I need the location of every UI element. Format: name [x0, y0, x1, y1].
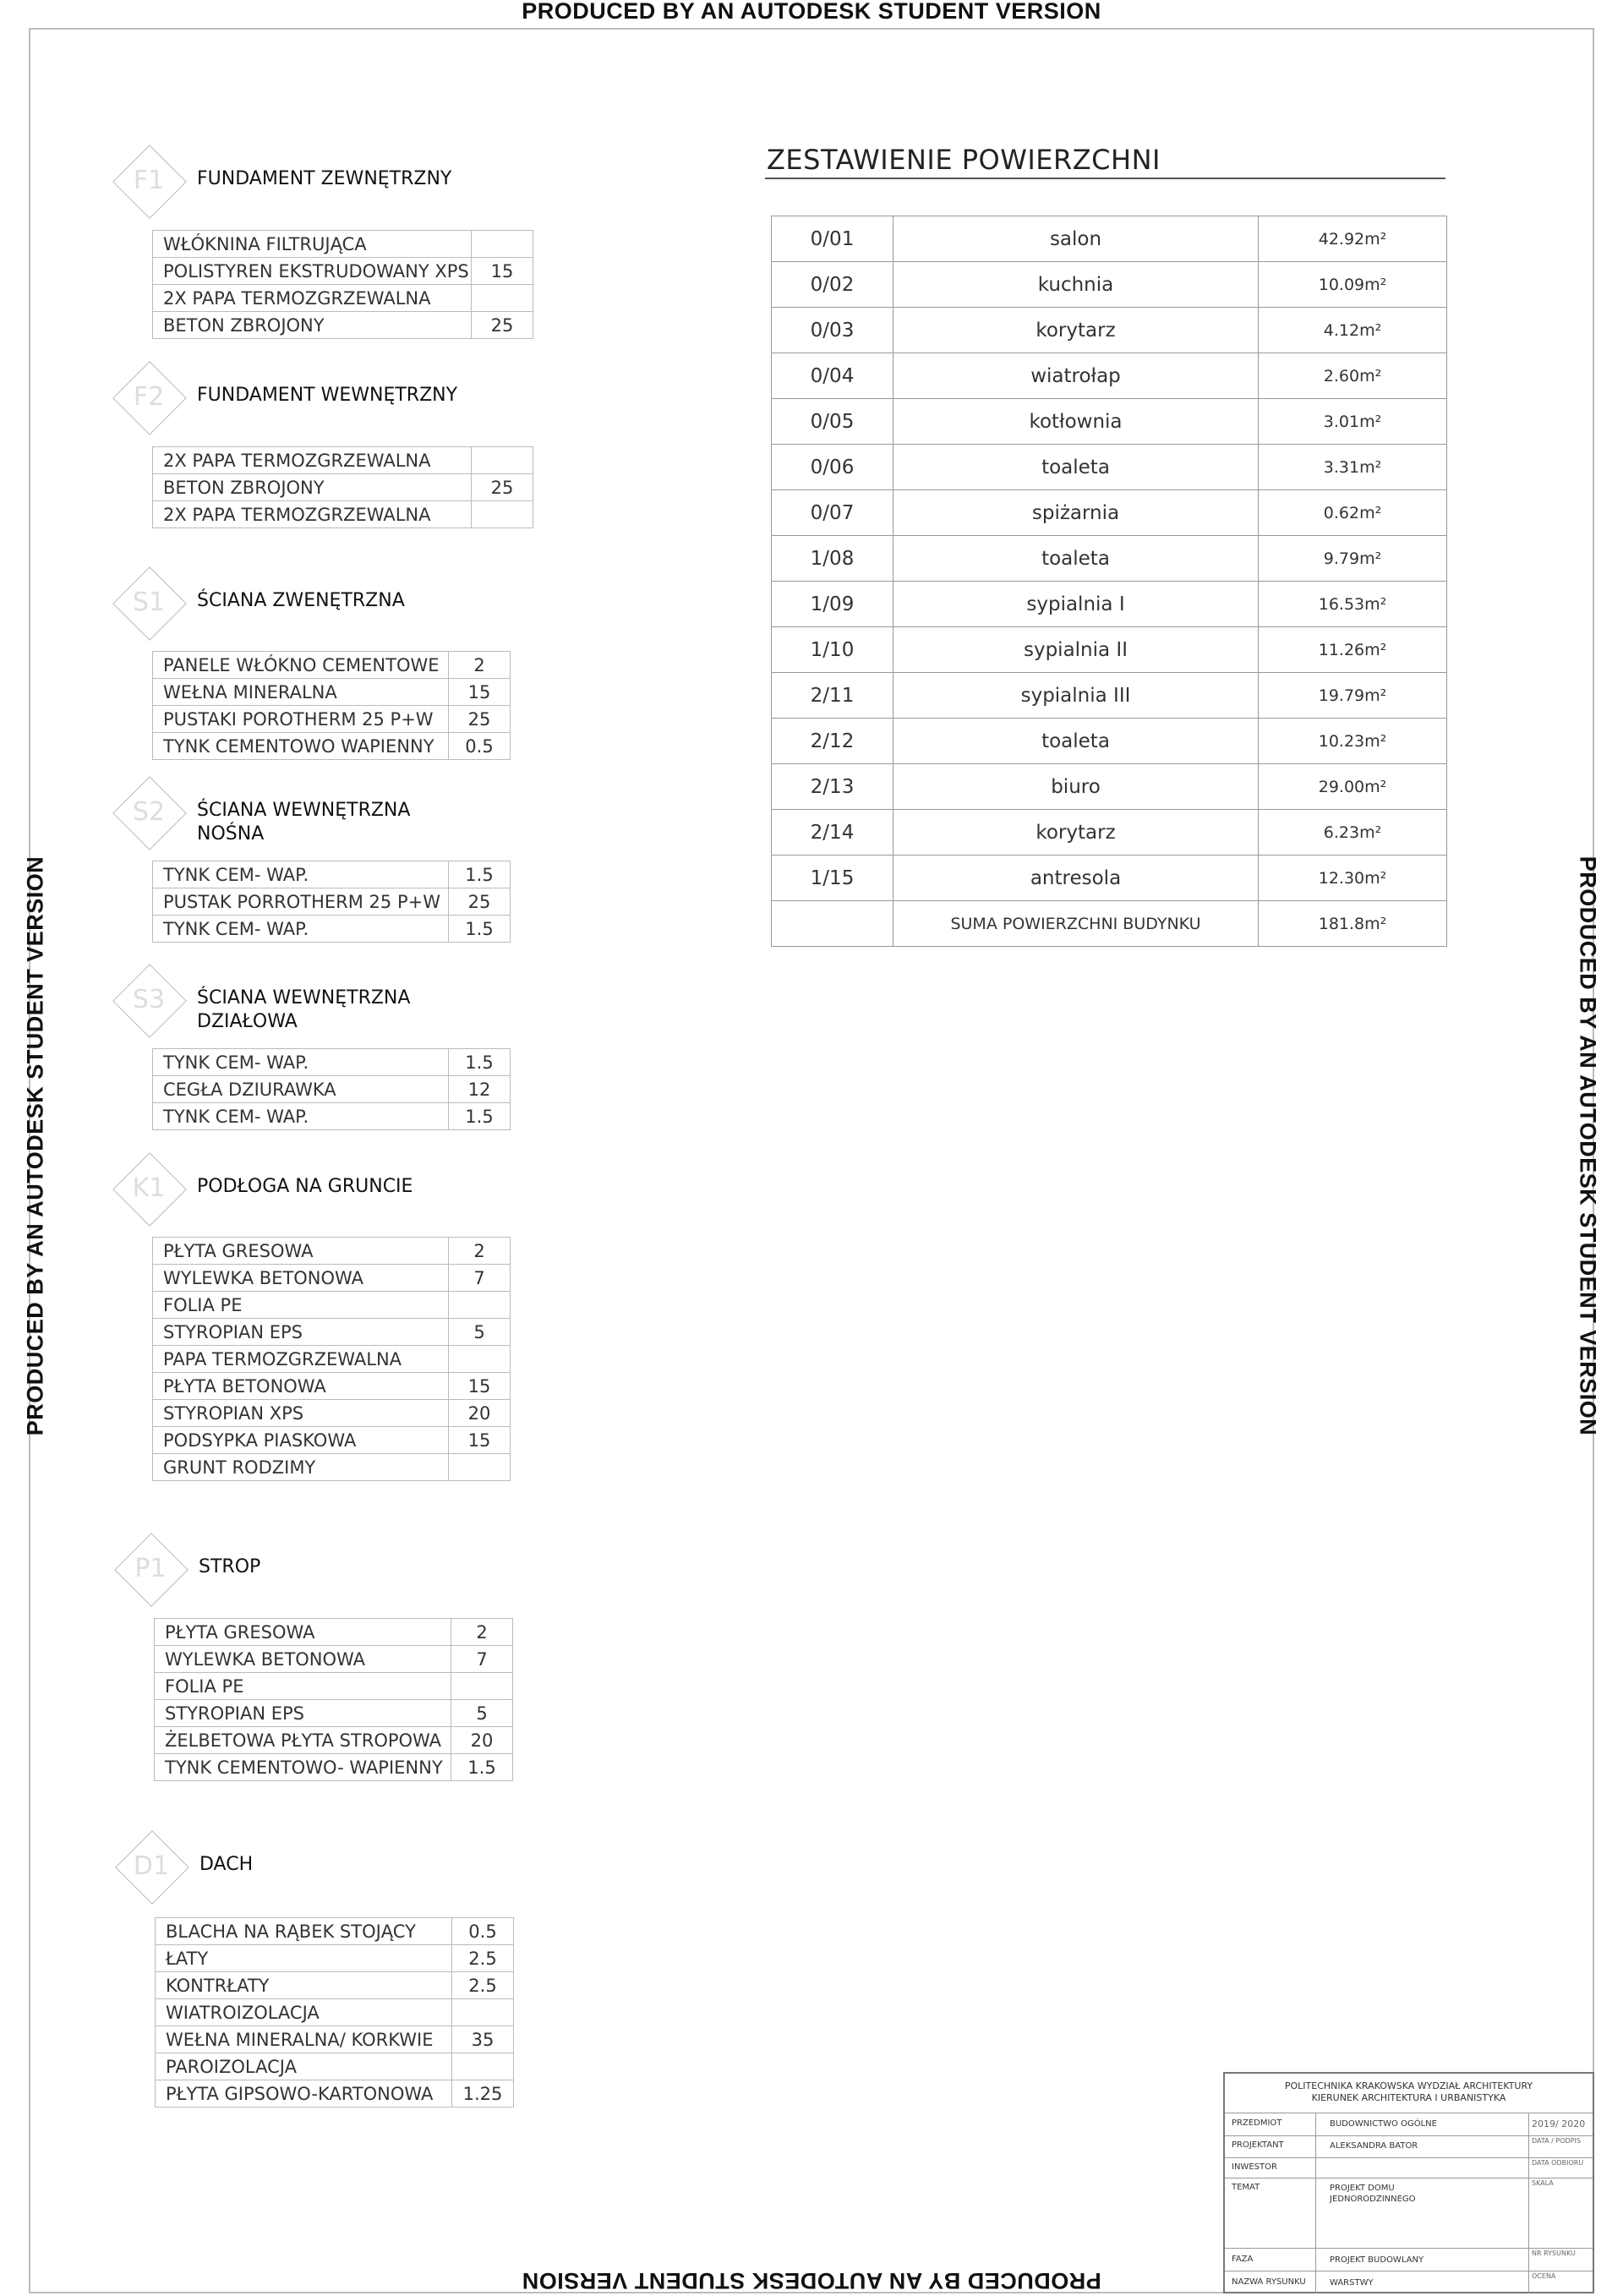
- table-row: [153, 1346, 511, 1373]
- material-thickness: [449, 1346, 511, 1373]
- room-number: 1/09: [772, 582, 893, 627]
- table-row: [772, 856, 1447, 901]
- material-thickness: 0.5: [452, 1918, 514, 1945]
- material-name: WŁÓKNINA FILTRUJĄCA: [153, 231, 472, 258]
- layer-title-line: PODŁOGA NA GRUNCIE: [197, 1176, 413, 1197]
- material-thickness: 1.5: [451, 1754, 513, 1781]
- table-row: [156, 2080, 514, 2107]
- material-name: WIATROIZOLACJA: [156, 1999, 452, 2026]
- room-area: 0.62m²: [1259, 490, 1447, 536]
- table-row: [153, 447, 533, 474]
- room-name: toaleta: [893, 445, 1259, 490]
- room-name: toaleta: [893, 536, 1259, 582]
- material-thickness: [472, 231, 533, 258]
- layer-code-p1: P1: [134, 1554, 167, 1583]
- table-row: [153, 1238, 511, 1265]
- sum-label: SUMA POWIERZCHNI BUDYNKU: [893, 901, 1259, 947]
- room-name: sypialnia III: [893, 673, 1259, 719]
- material-thickness: 1.5: [449, 861, 511, 888]
- material-thickness: 15: [449, 1427, 511, 1454]
- table-row: [155, 1619, 513, 1646]
- layer-title-line: DZIAŁOWA: [197, 1011, 298, 1032]
- table-row: [153, 679, 511, 706]
- table-row: [153, 1076, 511, 1103]
- material-name: FOLIA PE: [155, 1673, 451, 1700]
- title-block: [1223, 2072, 1594, 2293]
- table-row: [153, 1292, 511, 1319]
- table-row: [772, 353, 1447, 399]
- table-row: [156, 2053, 514, 2080]
- room-area: 16.53m²: [1259, 582, 1447, 627]
- table-row: [772, 445, 1447, 490]
- table-row: [153, 1319, 511, 1346]
- room-area: 10.09m²: [1259, 262, 1447, 308]
- table-row: [772, 216, 1447, 262]
- table-row: [153, 733, 511, 760]
- room-area: 3.31m²: [1259, 445, 1447, 490]
- material-thickness: 15: [449, 679, 511, 706]
- layer-table-s3: [152, 1048, 511, 1130]
- material-thickness: 25: [449, 888, 511, 916]
- room-name: toaleta: [893, 719, 1259, 764]
- room-number: 0/07: [772, 490, 893, 536]
- layer-title-line: FUNDAMENT WEWNĘTRZNY: [197, 385, 458, 406]
- table-row: [153, 861, 511, 888]
- material-thickness: [452, 1999, 514, 2026]
- material-thickness: 12: [449, 1076, 511, 1103]
- table-row: [153, 652, 511, 679]
- layer-title-f2: [197, 384, 457, 407]
- watermark-left: PRODUCED BY AN AUTODESK STUDENT VERSION: [22, 856, 48, 1436]
- room-name: sypialnia I: [893, 582, 1259, 627]
- material-thickness: [451, 1673, 513, 1700]
- material-name: PODSYPKA PIASKOWA: [153, 1427, 449, 1454]
- material-name: BETON ZBROJONY: [153, 474, 472, 501]
- material-name: PŁYTA BETONOWA: [153, 1373, 449, 1400]
- material-name: PAPA TERMOZGRZEWALNA: [153, 1346, 449, 1373]
- room-number: 0/05: [772, 399, 893, 445]
- table-row: [153, 258, 533, 285]
- room-number: 0/01: [772, 216, 893, 262]
- material-name: PUSTAKI POROTHERM 25 P+W: [153, 706, 449, 733]
- rooms-title-underline: [765, 178, 1445, 179]
- table-row: [772, 673, 1447, 719]
- room-name: korytarz: [893, 810, 1259, 856]
- table-row: [153, 916, 511, 943]
- material-thickness: 35: [452, 2026, 514, 2053]
- table-row: [155, 1673, 513, 1700]
- table-row: [155, 1727, 513, 1754]
- table-row: [772, 490, 1447, 536]
- material-name: PUSTAK PORROTHERM 25 P+W: [153, 888, 449, 916]
- material-thickness: [472, 501, 533, 528]
- layer-title-line: NOŚNA: [197, 823, 265, 845]
- material-name: TYNK CEM- WAP.: [153, 861, 449, 888]
- room-name: kuchnia: [893, 262, 1259, 308]
- room-number: 1/10: [772, 627, 893, 673]
- layer-title-p1: [199, 1555, 260, 1579]
- material-thickness: 2.5: [452, 1972, 514, 1999]
- room-name: antresola: [893, 856, 1259, 901]
- room-number: 2/13: [772, 764, 893, 810]
- material-name: STYROPIAN EPS: [153, 1319, 449, 1346]
- rooms-title: ZESTAWIENIE POWIERZCHNI: [767, 144, 1161, 176]
- table-row: [153, 1373, 511, 1400]
- material-name: ŻELBETOWA PŁYTA STROPOWA: [155, 1727, 451, 1754]
- table-row: [772, 262, 1447, 308]
- material-name: KONTRŁATY: [156, 1972, 452, 1999]
- table-row: [156, 2026, 514, 2053]
- material-thickness: 2: [451, 1619, 513, 1646]
- table-row: [153, 501, 533, 528]
- table-row: [772, 764, 1447, 810]
- layer-code-s1: S1: [132, 588, 166, 617]
- table-row: [153, 474, 533, 501]
- material-name: 2X PAPA TERMOZGRZEWALNA: [153, 447, 472, 474]
- table-row: [155, 1646, 513, 1673]
- material-name: PŁYTA GRESOWA: [155, 1619, 451, 1646]
- layer-table-d1: [155, 1917, 514, 2107]
- material-thickness: 7: [449, 1265, 511, 1292]
- room-number: 2/12: [772, 719, 893, 764]
- layer-title-line: ŚCIANA ZWENĘTRZNA: [197, 590, 405, 611]
- material-thickness: [449, 1454, 511, 1481]
- room-name: kotłownia: [893, 399, 1259, 445]
- room-area: 29.00m²: [1259, 764, 1447, 810]
- table-row: [772, 582, 1447, 627]
- layer-table-f1: [152, 230, 533, 339]
- material-name: STYROPIAN XPS: [153, 1400, 449, 1427]
- material-thickness: 0.5: [449, 733, 511, 760]
- layer-code-s2: S2: [132, 797, 166, 827]
- table-row: [153, 1265, 511, 1292]
- sum-empty-cell: [772, 901, 893, 947]
- table-row: [153, 231, 533, 258]
- room-number: 0/04: [772, 353, 893, 399]
- material-name: 2X PAPA TERMOZGRZEWALNA: [153, 501, 472, 528]
- layer-title-line: STROP: [199, 1556, 261, 1577]
- material-name: WEŁNA MINERALNA: [153, 679, 449, 706]
- material-thickness: 1.5: [449, 1049, 511, 1076]
- material-name: BLACHA NA RĄBEK STOJĄCY: [156, 1918, 452, 1945]
- material-thickness: 20: [449, 1400, 511, 1427]
- sum-value: 181.8m²: [1259, 901, 1447, 947]
- room-number: 0/06: [772, 445, 893, 490]
- table-row: [156, 1918, 514, 1945]
- room-area: 4.12m²: [1259, 308, 1447, 353]
- material-thickness: 2.5: [452, 1945, 514, 1972]
- tb-row-nazwa: NAZWA RYSUNKU WARSTWY OCENA: [1232, 2272, 1556, 2288]
- room-number: 0/03: [772, 308, 893, 353]
- room-name: wiatrołap: [893, 353, 1259, 399]
- layer-table-f2: [152, 446, 533, 528]
- room-name: sypialnia II: [893, 627, 1259, 673]
- tb-row-przedmiot: PRZEDMIOT BUDOWNICTWO OGÓLNE 2019/ 2020: [1225, 2113, 1593, 2136]
- room-area: 11.26m²: [1259, 627, 1447, 673]
- table-row: [153, 888, 511, 916]
- layer-code-s3: S3: [132, 985, 166, 1014]
- table-row: [772, 627, 1447, 673]
- material-name: TYNK CEMENTOWO WAPIENNY: [153, 733, 449, 760]
- room-number: 1/08: [772, 536, 893, 582]
- material-thickness: 15: [449, 1373, 511, 1400]
- room-area: 6.23m²: [1259, 810, 1447, 856]
- room-name: biuro: [893, 764, 1259, 810]
- material-name: 2X PAPA TERMOZGRZEWALNA: [153, 285, 472, 312]
- material-thickness: 7: [451, 1646, 513, 1673]
- room-area: 9.79m²: [1259, 536, 1447, 582]
- table-row: [153, 706, 511, 733]
- layer-code-d1: D1: [133, 1851, 170, 1881]
- table-row: [153, 1454, 511, 1481]
- table-row: [156, 1945, 514, 1972]
- room-area: 10.23m²: [1259, 719, 1447, 764]
- material-name: WEŁNA MINERALNA/ KORKWIE: [156, 2026, 452, 2053]
- layer-title-d1: [199, 1853, 253, 1877]
- layer-title-line: DACH: [199, 1854, 254, 1875]
- watermark-bottom: PRODUCED BY AN AUTODESK STUDENT VERSION: [522, 2268, 1101, 2293]
- material-name: WYLEWKA BETONOWA: [153, 1265, 449, 1292]
- material-name: GRUNT RODZIMY: [153, 1454, 449, 1481]
- table-row: [153, 285, 533, 312]
- material-thickness: 1.25: [452, 2080, 514, 2107]
- table-row: [772, 536, 1447, 582]
- table-row: [772, 399, 1447, 445]
- table-row: [772, 308, 1447, 353]
- layer-table-s2: [152, 861, 511, 943]
- material-thickness: [472, 285, 533, 312]
- tb-row-projektant: PROJEKTANT ALEKSANDRA BATOR DATA / PODPIS: [1225, 2135, 1593, 2158]
- room-number: 1/15: [772, 856, 893, 901]
- table-row: [153, 1400, 511, 1427]
- tb-row-temat: TEMAT PROJEKT DOMU JEDNORODZINNEGO SKALA: [1225, 2178, 1593, 2249]
- material-name: POLISTYREN EKSTRUDOWANY XPS: [153, 258, 472, 285]
- table-row: [153, 1049, 511, 1076]
- layer-table-s1: [152, 651, 511, 760]
- layer-code-f2: F2: [133, 382, 165, 412]
- table-row: [153, 1103, 511, 1130]
- room-number: 2/11: [772, 673, 893, 719]
- rooms-table: [771, 216, 1447, 947]
- school-department: KIERUNEK ARCHITEKTURA I URBANISTYKA: [1311, 2092, 1506, 2103]
- room-area: 3.01m²: [1259, 399, 1447, 445]
- table-row: [153, 1427, 511, 1454]
- table-row: [155, 1754, 513, 1781]
- layer-code-k1: K1: [132, 1173, 166, 1203]
- table-row: [155, 1700, 513, 1727]
- material-name: PŁYTA GIPSOWO-KARTONOWA: [156, 2080, 452, 2107]
- room-area: 2.60m²: [1259, 353, 1447, 399]
- material-name: ŁATY: [156, 1945, 452, 1972]
- material-name: FOLIA PE: [153, 1292, 449, 1319]
- room-name: salon: [893, 216, 1259, 262]
- material-name: TYNK CEM- WAP.: [153, 916, 449, 943]
- material-thickness: 5: [449, 1319, 511, 1346]
- material-name: WYLEWKA BETONOWA: [155, 1646, 451, 1673]
- layer-title-s3: [197, 987, 410, 1034]
- material-thickness: 1.5: [449, 916, 511, 943]
- layer-table-p1: [154, 1618, 513, 1781]
- room-number: 2/14: [772, 810, 893, 856]
- material-name: PANELE WŁÓKNO CEMENTOWE: [153, 652, 449, 679]
- room-number: 0/02: [772, 262, 893, 308]
- table-row: [153, 312, 533, 339]
- room-area: 19.79m²: [1259, 673, 1447, 719]
- material-thickness: [472, 447, 533, 474]
- material-name: TYNK CEM- WAP.: [153, 1049, 449, 1076]
- layer-title-line: ŚCIANA WEWNĘTRZNA: [197, 987, 411, 1009]
- material-name: STYROPIAN EPS: [155, 1700, 451, 1727]
- layer-title-line: FUNDAMENT ZEWNĘTRZNY: [197, 168, 452, 189]
- layer-title-line: ŚCIANA WEWNĘTRZNA: [197, 800, 411, 821]
- material-thickness: 25: [449, 706, 511, 733]
- room-name: korytarz: [893, 308, 1259, 353]
- sum-row: [772, 901, 1447, 947]
- material-thickness: 25: [472, 312, 533, 339]
- watermark-right: PRODUCED BY AN AUTODESK STUDENT VERSION: [1575, 856, 1601, 1436]
- material-thickness: 2: [449, 652, 511, 679]
- material-thickness: 25: [472, 474, 533, 501]
- tb-row-faza: FAZA PROJEKT BUDOWLANY NR RYSUNKU: [1225, 2248, 1593, 2271]
- layer-title-s1: [197, 589, 405, 613]
- material-name: TYNK CEM- WAP.: [153, 1103, 449, 1130]
- table-row: [156, 1999, 514, 2026]
- material-name: CEGŁA DZIURAWKA: [153, 1076, 449, 1103]
- material-name: PŁYTA GRESOWA: [153, 1238, 449, 1265]
- table-row: [772, 719, 1447, 764]
- room-area: 12.30m²: [1259, 856, 1447, 901]
- material-thickness: 5: [451, 1700, 513, 1727]
- material-thickness: 1.5: [449, 1103, 511, 1130]
- title-block-header: [1225, 2074, 1593, 2113]
- school-name: POLITECHNIKA KRAKOWSKA WYDZIAŁ ARCHITEKTURY: [1284, 2080, 1533, 2091]
- watermark-top: PRODUCED BY AN AUTODESK STUDENT VERSION: [522, 0, 1101, 24]
- material-thickness: [449, 1292, 511, 1319]
- material-thickness: 15: [472, 258, 533, 285]
- material-thickness: 20: [451, 1727, 513, 1754]
- room-area: 42.92m²: [1259, 216, 1447, 262]
- material-name: TYNK CEMENTOWO- WAPIENNY: [155, 1754, 451, 1781]
- layer-title-f1: [197, 167, 451, 191]
- table-row: [772, 810, 1447, 856]
- layer-title-s2: [197, 799, 410, 846]
- layer-title-k1: [197, 1175, 413, 1199]
- layer-table-k1: [152, 1237, 511, 1481]
- tb-row-inwestor: INWESTOR DATA ODBIORU: [1225, 2157, 1593, 2178]
- room-name: spiżarnia: [893, 490, 1259, 536]
- material-name: BETON ZBROJONY: [153, 312, 472, 339]
- material-name: PAROIZOLACJA: [156, 2053, 452, 2080]
- material-thickness: 2: [449, 1238, 511, 1265]
- layer-code-f1: F1: [133, 166, 165, 195]
- material-thickness: [452, 2053, 514, 2080]
- table-row: [156, 1972, 514, 1999]
